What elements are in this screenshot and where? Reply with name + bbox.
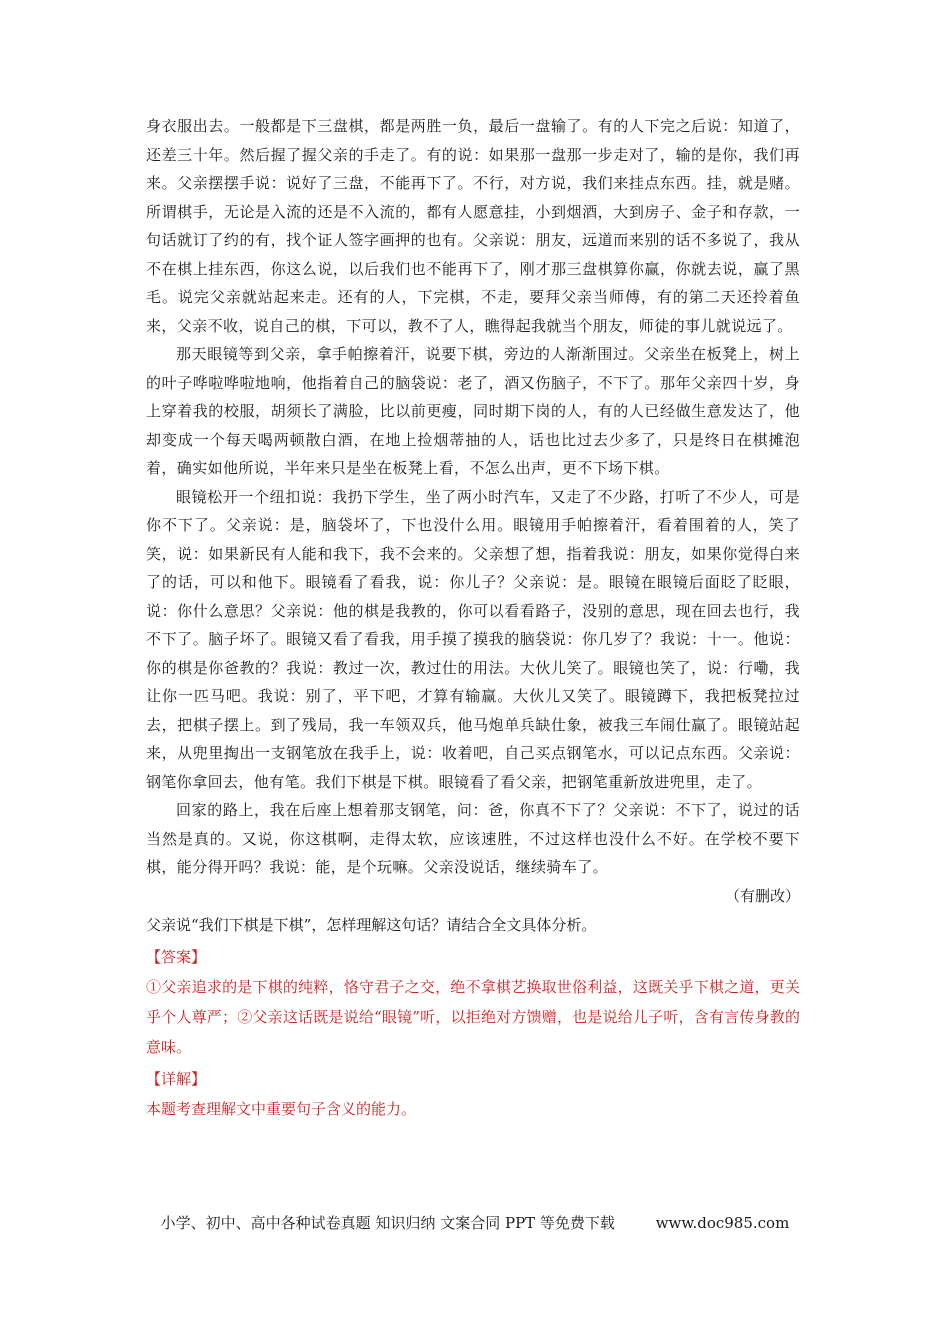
page-footer xyxy=(0,1212,950,1233)
source-note: （有删改） xyxy=(724,886,800,905)
footer-text: 小学、初中、高中各种试卷真题 知识归纳 文案合同 PPT 等免费下载 xyxy=(160,1214,615,1232)
article-paragraph-1: 身衣服出去。一般都是下三盘棋，都是两胜一负，最后一盘输了。有的人下完之后说：知道了，还差三十年。然后握了握父亲的手走了。有的说：如果那一盘那一步走对了，输的是你，我们再来。父亲摆摆手说：说好了三盘，不能再下了。不行，对方说，我们来挂点东西。挂，就是赌。所谓棋手，无论是入流的还是不入流的，都有人愿意挂，小到烟酒，大到房子、金子和存款，一句话就订了约的有，找个证人签字画押的也有。父亲说：朋友，远道而来别的话不多说了，我从不在棋上挂东西，你这么说，以后我们也不能再下了，刚才那三盘棋算你赢，你就去说，赢了黑毛。说完父亲就站起来走。还有的人，下完棋，不走，要拜父亲当师傅，有的第二天还拎着鱼来，父亲不收，说自己的棋，下可以，教不了人，瞧得起我就当个朋友，师徒的事儿就说远了。 xyxy=(146,117,800,335)
question-text: 父亲说“我们下棋是下棋”，怎样理解这句话？请结合全文具体分析。 xyxy=(146,915,597,934)
article-paragraph-3: 眼镜松开一个纽扣说：我扔下学生，坐了两小时汽车，又走了不少路，打听了不少人，可是你不下了。父亲说：是，脑袋坏了，下也没什么用。眼镜用手帕擦着汗，看着围着的人，笑了笑，说：如果新民有人能和我下，我不会来的。父亲想了想，指着我说：朋友，如果你觉得白来了的话，可以和他下。眼镜看了看我，说：你儿子？父亲说：是。眼镜在眼镜后面眨了眨眼，说：你什么意思？父亲说：他的棋是我教的，你可以看看路子，没别的意思，现在回去也行，我不下了。脑子坏了。眼镜又看了看我，用手摸了摸我的脑袋说：你几岁了？我说：十一。他说：你的棋是你爸教的？我说：教过一次，教过仕的用法。大伙儿笑了。眼镜也笑了，说：行嘞，我让你一匹马吧。我说：别了，平下吧，才算有输赢。大伙儿又笑了。眼镜蹲下，我把板凳拉过去，把棋子摆上。到了残局，我一车领双兵，他马炮单兵缺仕象，被我三车闹仕赢了。眼镜站起来，从兜里掏出一支钢笔放在我手上，说：收着吧，自己买点钢笔水，可以记点东西。父亲说：钢笔你拿回去，他有笔。我们下棋是下棋。眼镜看了看父亲，把钢笔重新放进兜里，走了。 xyxy=(146,487,800,791)
article-paragraph-4: 回家的路上，我在后座上想着那支钢笔，问：爸，你真不下了？父亲说：不下了，说过的话当然是真的。又说，你这棋啊，走得太软，应该速胜，不过这样也没什么不好。在学校不要下棋，能分得开吗？我说：能，是个玩嘛。父亲没说话，继续骑车了。 xyxy=(146,801,800,876)
answer-text: ①父亲追求的是下棋的纯粹，恪守君子之交，绝不拿棋艺换取世俗利益，这既关乎下棋之道，更关乎个人尊严；②父亲这话既是说给“眼镜”听，以拒绝对方馈赠，也是说给儿子听，含有言传身教的意味。 xyxy=(146,977,800,1056)
footer-site-link[interactable]: www.doc985.com xyxy=(655,1214,790,1232)
answer-label: 【答案】 xyxy=(146,947,207,966)
document-body xyxy=(146,112,800,1124)
detail-label: 【详解】 xyxy=(146,1069,207,1088)
detail-text: 本题考查理解文中重要句子含义的能力。 xyxy=(146,1099,417,1118)
article-paragraph-2: 那天眼镜等到父亲，拿手帕擦着汗，说要下棋，旁边的人渐渐围过。父亲坐在板凳上，树上的叶子哗啦哗啦地响，他指着自己的脑袋说：老了，酒又伤脑子，不下了。那年父亲四十岁，身上穿着我的校服，胡须长了满脸，比以前更瘦，同时期下岗的人，有的人已经做生意发达了，他却变成一个每天喝两顿散白酒，在地上捡烟蒂抽的人，话也比过去少多了，只是终日在棋摊泡着，确实如他所说，半年来只是坐在板凳上看，不怎么出声，更不下场下棋。 xyxy=(146,345,800,477)
